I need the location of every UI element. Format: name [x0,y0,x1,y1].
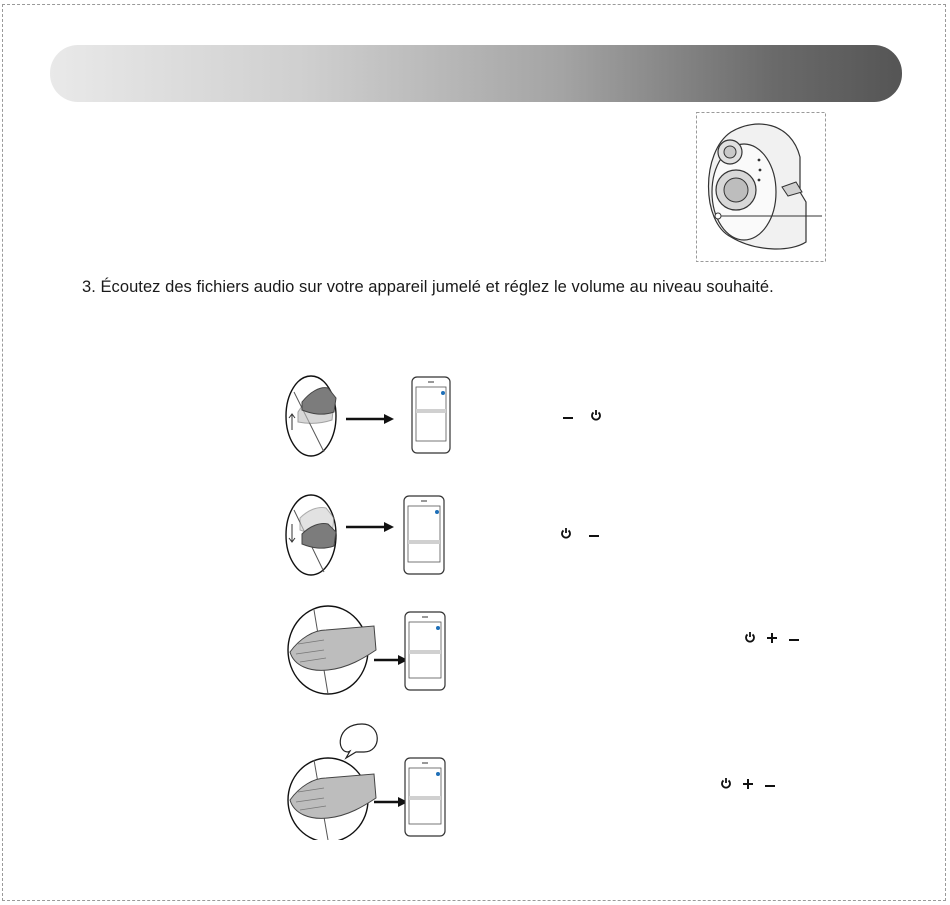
gesture-palm-cover-hold [284,720,454,840]
power-icon [744,631,756,643]
gesture-palm-cover [284,604,454,696]
speech-bubble [340,724,377,758]
gesture-swipe-up [284,372,454,460]
gesture-4-symbols [720,777,776,789]
minus-icon [562,409,574,421]
plus-icon [742,777,754,789]
minus-icon [588,527,600,539]
power-icon [720,777,732,789]
speaker-illustration [696,112,826,262]
section-header-bar [50,45,902,102]
power-icon [560,527,572,539]
gesture-swipe-down [284,490,454,580]
minus-icon [788,631,800,643]
gesture-1-symbols [562,409,602,421]
gesture-3-symbols [744,631,800,643]
gesture-2-symbols [560,527,600,539]
plus-icon [766,631,778,643]
minus-icon [764,777,776,789]
power-icon [590,409,602,421]
instruction-text: 3. Écoutez des fichiers audio sur votre appareil jumelé et réglez le volume au niveau souhaité. [82,278,774,296]
